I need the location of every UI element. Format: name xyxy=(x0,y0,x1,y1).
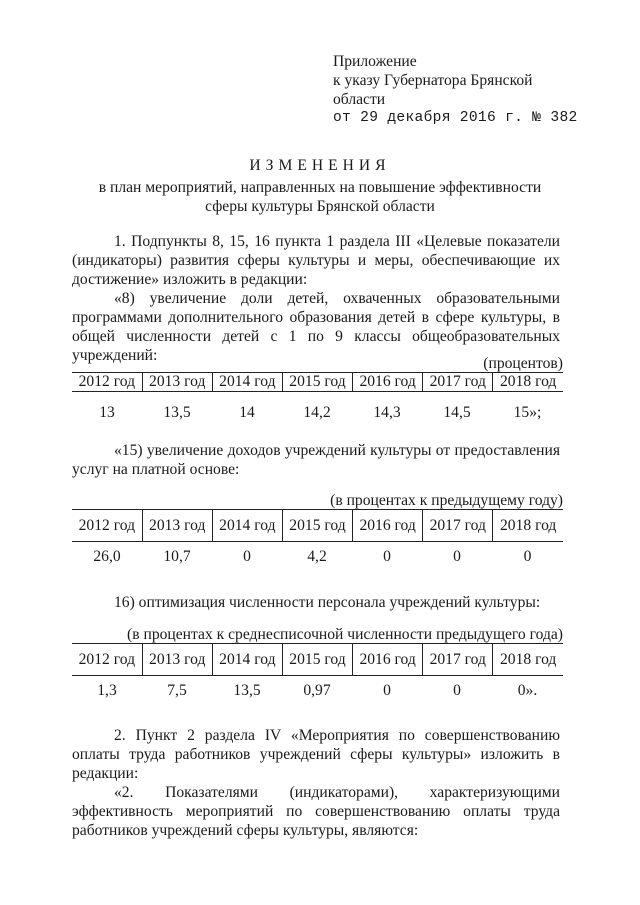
table15-unit: (в процентах к предыдущему году) xyxy=(330,492,563,509)
table8 xyxy=(72,372,563,392)
table8-value-2018: 15»; xyxy=(513,404,542,421)
table16-value-2013: 7,5 xyxy=(167,682,187,699)
table8-year-2017: 2017 год xyxy=(423,373,493,392)
table16 xyxy=(72,643,563,676)
document-subtitle-line1: в план мероприятий, направленных на повышение эффективности xyxy=(98,179,542,196)
table15-year-2015: 2015 год xyxy=(282,510,352,542)
document-title: ИЗМЕНЕНИЯ xyxy=(249,157,391,174)
item15-text: «15) увеличение доходов учреждений культуры от предоставления услуг на платной основе: xyxy=(72,442,560,478)
table16-unit: (в процентах к среднесписочной численности предыдущего года) xyxy=(127,626,563,643)
table8-year-2016: 2016 год xyxy=(353,373,423,392)
section2-intro: 2. Пункт 2 раздела IV «Мероприятия по совершенствованию оплаты труда работников учреждений сферы культуры» изложить в редакции: xyxy=(72,727,560,782)
table16-value-2014: 13,5 xyxy=(233,682,261,699)
table8-year-2013: 2013 год xyxy=(142,373,212,392)
table16-year-2012: 2012 год xyxy=(72,644,142,676)
table15-value-2015: 4,2 xyxy=(307,548,327,565)
table8-value-2014: 14 xyxy=(239,404,255,421)
annex-region: области xyxy=(333,91,386,108)
table15-year-2018: 2018 год xyxy=(493,510,563,542)
table15-year-2016: 2016 год xyxy=(353,510,423,542)
annex-title: Приложение xyxy=(333,53,417,70)
table16-value-2017: 0 xyxy=(453,682,461,699)
annex-decree-ref: к указу Губернатора Брянской xyxy=(333,72,533,89)
table15-value-2014: 0 xyxy=(243,548,251,565)
table15-value-2013: 10,7 xyxy=(163,548,191,565)
table16-year-2016: 2016 год xyxy=(353,644,423,676)
table8-year-2014: 2014 год xyxy=(212,373,282,392)
table16-year-2018: 2018 год xyxy=(493,644,563,676)
table8-value-2013: 13,5 xyxy=(163,404,191,421)
table16-value-2016: 0 xyxy=(383,682,391,699)
table16-value-2015: 0,97 xyxy=(303,682,331,699)
table16-year-2017: 2017 год xyxy=(423,644,493,676)
table16-year-2013: 2013 год xyxy=(142,644,212,676)
item8-text: «8) увеличение доли детей, охваченных образовательными программами дополнительного образования детей в сфере культуры, в общей численности детей с 1 по 9 классы общеобразовательных учреждений: xyxy=(72,290,560,364)
table15 xyxy=(72,509,563,542)
annex-date-number: от 29 декабря 2016 г. № 382 xyxy=(333,110,578,126)
table15-value-2017: 0 xyxy=(453,548,461,565)
table8-unit: (процентов) xyxy=(483,355,563,372)
table8-year-2015: 2015 год xyxy=(282,373,352,392)
section2-block xyxy=(72,726,560,840)
table15-year-2013: 2013 год xyxy=(142,510,212,542)
section1-intro: 1. Подпункты 8, 15, 16 пункта 1 раздела III «Целевые показатели (индикаторы) развития сферы культуры и меры, обеспечивающие их достижение» изложить в редакции: xyxy=(72,233,560,288)
table8-value-2016: 14,3 xyxy=(373,404,401,421)
table8-year-2012: 2012 год xyxy=(72,373,142,392)
table8-value-2015: 14,2 xyxy=(303,404,331,421)
table16-value-2018: 0». xyxy=(517,682,538,699)
table15-year-2012: 2012 год xyxy=(72,510,142,542)
table16-year-2015: 2015 год xyxy=(282,644,352,676)
section1-block xyxy=(72,232,560,365)
item16-text: 16) оптимизация численности персонала учреждений культуры: xyxy=(114,594,541,611)
table15-year-2017: 2017 год xyxy=(423,510,493,542)
item16-block xyxy=(72,593,560,612)
table15-value-2018: 0 xyxy=(523,548,532,565)
table8-value-2017: 14,5 xyxy=(443,404,471,421)
item15-block xyxy=(72,441,560,479)
document-subtitle-line2: сферы культуры Брянской области xyxy=(205,198,435,215)
table15-value-2016: 0 xyxy=(383,548,391,565)
table15-year-2014: 2014 год xyxy=(212,510,282,542)
section2-text: «2. Показателями (индикаторами), характеризующими эффективность мероприятий по совершенствованию оплаты труда работников учреждений сферы культуры, являются: xyxy=(72,784,560,839)
table16-year-2014: 2014 год xyxy=(212,644,282,676)
table16-value-2012: 1,3 xyxy=(97,682,117,699)
table8-year-2018: 2018 год xyxy=(493,373,563,392)
table8-value-2012: 13 xyxy=(99,404,115,421)
annex-header xyxy=(333,52,578,128)
table15-value-2012: 26,0 xyxy=(93,548,121,565)
